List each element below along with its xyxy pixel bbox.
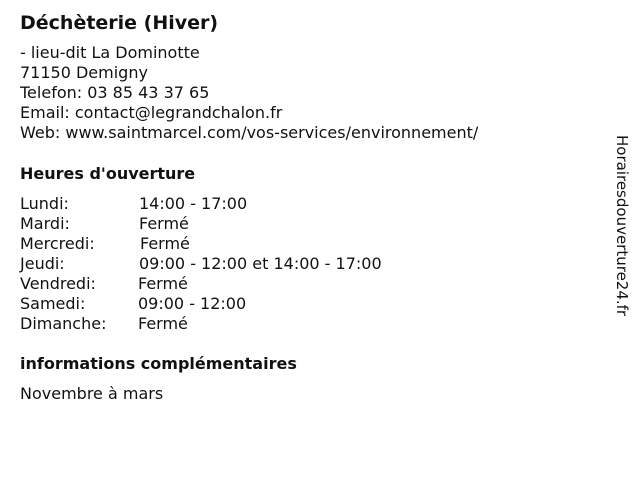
info-heading: informations complémentaires <box>20 354 297 373</box>
day-label: Vendredi: <box>20 274 96 293</box>
day-label: Samedi: <box>20 294 86 313</box>
day-label: Jeudi: <box>20 254 65 273</box>
day-label: Lundi: <box>20 194 69 213</box>
hours-row-mardi <box>20 214 540 234</box>
email-address: Email: contact@legrandchalon.fr <box>20 103 283 122</box>
hours-heading: Heures d'ouverture <box>20 164 196 183</box>
website-url: Web: www.saintmarcel.com/vos-services/environnement/ <box>20 123 479 142</box>
day-label: Mardi: <box>20 214 70 233</box>
info-text: Novembre à mars <box>20 384 164 403</box>
time-value: Fermé <box>140 234 190 253</box>
day-label: Dimanche: <box>20 314 107 333</box>
hours-row-jeudi <box>20 254 540 274</box>
time-value: 09:00 - 12:00 et 14:00 - 17:00 <box>139 254 382 273</box>
hours-row-lundi <box>20 194 540 214</box>
hours-row-samedi <box>20 294 540 314</box>
hours-row-mercredi <box>20 234 540 254</box>
time-value: Fermé <box>139 214 189 233</box>
postal-city: 71150 Demigny <box>20 63 148 82</box>
side-brand-watermark <box>612 135 632 371</box>
contact-block <box>20 43 478 143</box>
time-value: Fermé <box>138 274 188 293</box>
side-brand-text: Horairesdouverture24.fr <box>613 135 631 317</box>
day-label: Mercredi: <box>20 234 95 253</box>
address-line: - lieu-dit La Dominotte <box>20 43 200 62</box>
opening-hours-table <box>20 194 540 334</box>
phone-number: Telefon: 03 85 43 37 65 <box>20 83 210 102</box>
hours-row-dimanche <box>20 314 540 334</box>
time-value: 09:00 - 12:00 <box>138 294 247 313</box>
hours-row-vendredi <box>20 274 540 294</box>
time-value: 14:00 - 17:00 <box>139 194 248 213</box>
time-value: Fermé <box>138 314 188 333</box>
page-title: Déchèterie (Hiver) <box>20 12 219 34</box>
